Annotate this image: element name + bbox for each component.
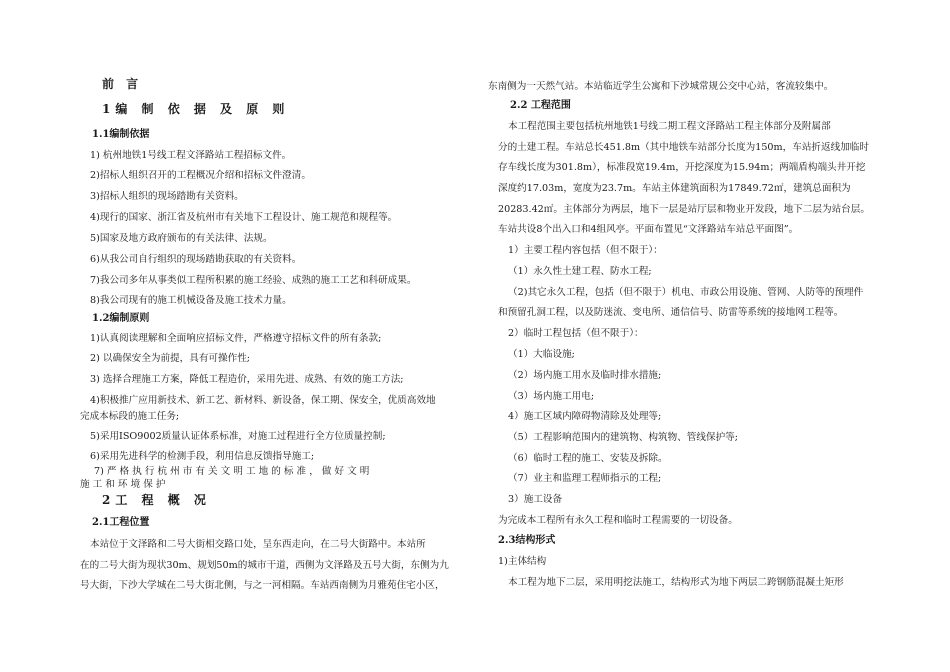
text-line: 1) 杭州地铁1号线工程文泽路站工程招标文件。 [90, 150, 292, 161]
text-line: 2)招标人组织召开的工程概况介绍和招标文件澄清。 [90, 170, 311, 181]
text-line: 3）施工设备 [508, 494, 563, 505]
text-line: 存车线长度为301.8m），标准段宽19.4m，开挖深度为15.94m；两端盾构端头井开挖 [498, 162, 866, 173]
text-line: 4)现行的国家、浙江省及杭州市有关地下工程设计、施工规范和规程等。 [90, 212, 398, 223]
text-line: 1)认真阅读理解和全面响应招标文件，严格遵守招标文件的所有条款; [90, 333, 382, 344]
text-line: 东南侧为一天然气站。本站临近学生公寓和下沙城常规公交中心站，客流较集中。 [488, 81, 834, 92]
text-line: 1）主要工程内容包括（但不限于）： [508, 245, 663, 256]
text-line: 3)招标人组织的现场踏勘有关资料。 [90, 191, 244, 202]
text-line: （1）永久性土建工程、防水工程; [508, 266, 652, 277]
text-line: （2)其它永久工程，包括（但不限于）机电、市政公用设施、管网、人防等的预埋件 [508, 287, 864, 298]
section-heading: 前 言 [102, 77, 143, 91]
text-line: 5)采用ISO9002质量认证体系标准，对施工过程进行全方位质量控制; [90, 431, 386, 442]
text-line: 施 工 和 环 境 保 护 [80, 479, 166, 490]
text-line: 3) 选择合理施工方案，降低工程造价，采用先进、成熟、有效的施工方法; [90, 374, 404, 385]
text-line: 分的土建工程。车站总长451.8m（其中地铁车站部分长度为150m，车站折返线加临时 [498, 142, 869, 153]
text-line: 2) 以确保安全为前提，具有可操作性; [90, 353, 251, 364]
text-line: 4）施工区域内障碍物清除及处理等; [508, 411, 662, 422]
subsection-heading: 2.2 工程范围 [510, 100, 571, 111]
section-heading: 2工 程 概 况 [102, 493, 211, 507]
text-line: （1）大临设施; [508, 349, 575, 360]
text-line: 本工程范围主要包括杭州地铁1号线二期工程文泽路站工程主体部分及附属部 [508, 121, 831, 132]
text-line: 7) 严 格 执 行 杭 州 市 有 关 文 明 工 地 的 标 准 ， 做 好 文 明 [94, 466, 370, 477]
subsection-heading: 2.1工程位置 [92, 517, 150, 528]
text-line: 7)我公司多年从事类似工程所积累的施工经验、成熟的施工工艺和科研成果。 [90, 275, 417, 286]
subsection-heading: 1.2编制原则 [92, 313, 150, 324]
text-line: （2）场内施工用水及临时排水措施; [508, 370, 662, 381]
text-line: （7）业主和监理工程师指示的工程; [508, 473, 662, 484]
text-line: （3）场内施工用电; [508, 391, 595, 402]
text-line: 4)积极推广应用新技术、新工艺、新材料、新设备，保工期、保安全，优质高效地 [90, 395, 436, 406]
text-line: 在的二号大街为现状30m、规划50m的城市干道，西侧为文泽路及五号大街，东侧为九 [80, 560, 449, 571]
text-line: 深度约17.03m，宽度为23.7m。车站主体建筑面积为17849.72㎡，建筑总面积为 [498, 183, 851, 194]
text-line: 为完成本工程所有永久工程和临时工程需要的一切设备。 [498, 515, 738, 526]
text-line: 完成本标段的施工任务; [80, 411, 180, 422]
text-line: 5)国家及地方政府颁布的有关法律、法规。 [90, 233, 273, 244]
text-line: 20283.42㎡。主体部分为两层，地下一层是站厅层和物业开发段，地下二层为站台层。 [498, 204, 870, 215]
text-line: 和预留孔洞工程，以及防迷流、变电所、通信信号、防雷等系统的接地网工程等。 [498, 307, 844, 318]
text-line: 1)主体结构 [498, 556, 547, 567]
text-line: （5）工程影响范围内的建筑物、构筑物、管线保护等; [508, 432, 738, 443]
subsection-heading: 1.1编制依据 [92, 129, 150, 140]
text-line: 号大街，下沙大学城在二号大街北侧，与之一河相隔。车站西南侧为月雅苑住宅小区， [80, 580, 445, 591]
text-line: 6)采用先进科学的检测手段，利用信息反馈指导施工; [90, 451, 315, 462]
text-line: 车站共设8个出入口和4组风亭。平面布置见“文泽路站车站总平面图”。 [498, 224, 799, 235]
text-line: 本工程为地下二层，采用明挖法施工，结构形式为地下两层二跨钢筋混凝土矩形 [508, 577, 844, 588]
text-line: 6)从我公司自行组织的现场踏勘获取的有关资料。 [90, 254, 302, 265]
text-line: （6）临时工程的施工、安装及拆除。 [508, 453, 668, 464]
subsection-heading: 2.3结构形式 [498, 535, 556, 546]
text-line: 8)我公司现有的施工机械设备及施工技术力量。 [90, 295, 292, 306]
text-line: 本站位于文泽路和二号大街相交路口处，呈东西走向，在二号大街路中。本站所 [90, 539, 426, 550]
section-heading: 1编 制 依 据 及 原 则 [102, 102, 290, 116]
text-line: 2）临时工程包括（但不限于）： [508, 328, 644, 339]
